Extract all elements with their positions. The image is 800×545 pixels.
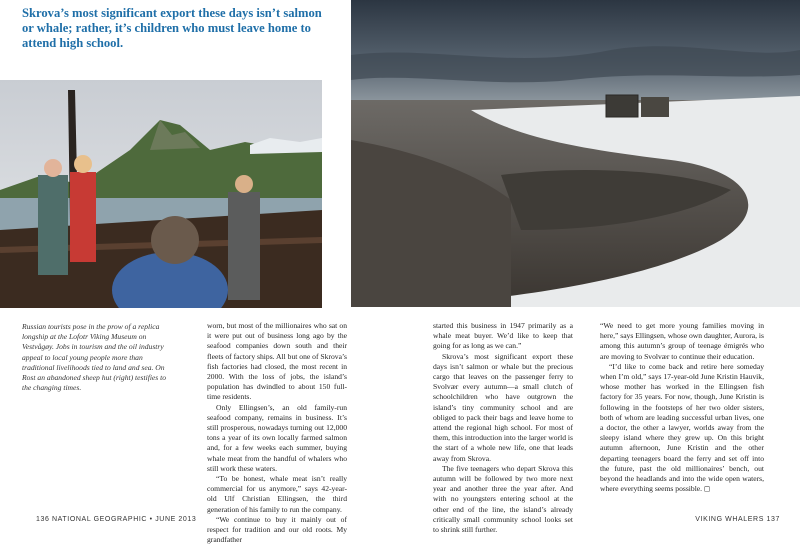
paragraph: Only Ellingsen’s, an old family-run seafood company, remains in business. It’s still prosperous, nowadays turning out 12,000 tons a year of its own locally farmed salmon and, for a few weeks each summer, buying whale meat from the handful of whalers who still work these waters. <box>207 402 347 473</box>
photo-abandoned-sheep-hut-snowy-shore <box>351 0 800 307</box>
pull-quote: Skrova’s most significant export these days isn’t salmon or whale; rather, it’s children who must leave home to attend high school. <box>22 6 322 50</box>
paragraph: Skrova’s most significant export these days isn’t salmon or whale but the precious cargo that leaves on the passenger ferry to Svolvær every autumn—a small clutch of schoolchildren who have outgrown the island’s tiny community school and are obliged to pack their bags and leave home to attend the regional high school. For most of them, this introduction into the larger world is the start of a whole new life, one that leads away from Skrova. <box>433 351 573 463</box>
folio-left: 136 NATIONAL GEOGRAPHIC • JUNE 2013 <box>36 516 197 523</box>
paragraph: worn, but most of the millionaires who sat on it were put out of business long ago by the seafood companies down south and their fleets of factory ships. All but one of Skrova’s fish factories had closed, the most recent in 2000. With the loss of jobs, the island’s population has dwindled to about 150 full-time residents. <box>207 321 347 402</box>
paragraph: “We continue to buy it mainly out of respect for tradition and our old roots. My grandfather <box>207 514 347 545</box>
paragraph: The five teenagers who depart Skrova this autumn will be followed by two more next year and another three the year after. And with no youngsters entering school at the other end of the line, the island’s already critically small community school looks set to shrink still further. <box>433 463 573 535</box>
paragraph: “To be honest, whale meat isn’t really commercial for us anymore,” says 42-year-old Ulf Christian Ellingsen, the third generation of his family to run the company. <box>207 474 347 514</box>
paragraph: “We need to get more young families moving in here,” says Ellingsen, whose own daughter, Aurora, is among this autumn’s group of teenage émigrés who are moving to Svolvær to continue their education. <box>600 321 764 361</box>
paragraph: “I’d like to come back and retire here someday when I’m old,” says 17-year-old June Kristin Hauvik, whose mother has worked in the Ellingsen fish factory for 35 years. For now, though, June Kristin is following in the footsteps of her two older sisters, both of whom are leading successful urban lives, one a doctor, the other a lawyer, worlds away from the sleepy island where they grew up. On this bright autumn afternoon, June Kristin and the other departing teenagers board the ferry and set off into the future, past the old millionaires’ bench, out beyond the headlands and into the wide open waters, where everything seems possible. ◻ <box>600 361 764 494</box>
body-column-3 <box>600 321 764 494</box>
body-column-1 <box>207 321 347 545</box>
body-column-2 <box>433 321 573 535</box>
folio-right: VIKING WHALERS 137 <box>695 516 780 523</box>
paragraph: started this business in 1947 primarily as a whale meat buyer. We’d like to keep that going for as long as we can.” <box>433 321 573 351</box>
photo-viking-longship-tourists <box>0 80 322 308</box>
photo-caption: Russian tourists pose in the prow of a replica longship at the Lofotr Viking Museum on Vestvågøy. Jobs in tourism and the oil industry appeal to local young people more than traditional livelihoods tied to land and sea. On Rost an abandoned sheep hut (right) testifies to the changing times. <box>22 322 167 393</box>
